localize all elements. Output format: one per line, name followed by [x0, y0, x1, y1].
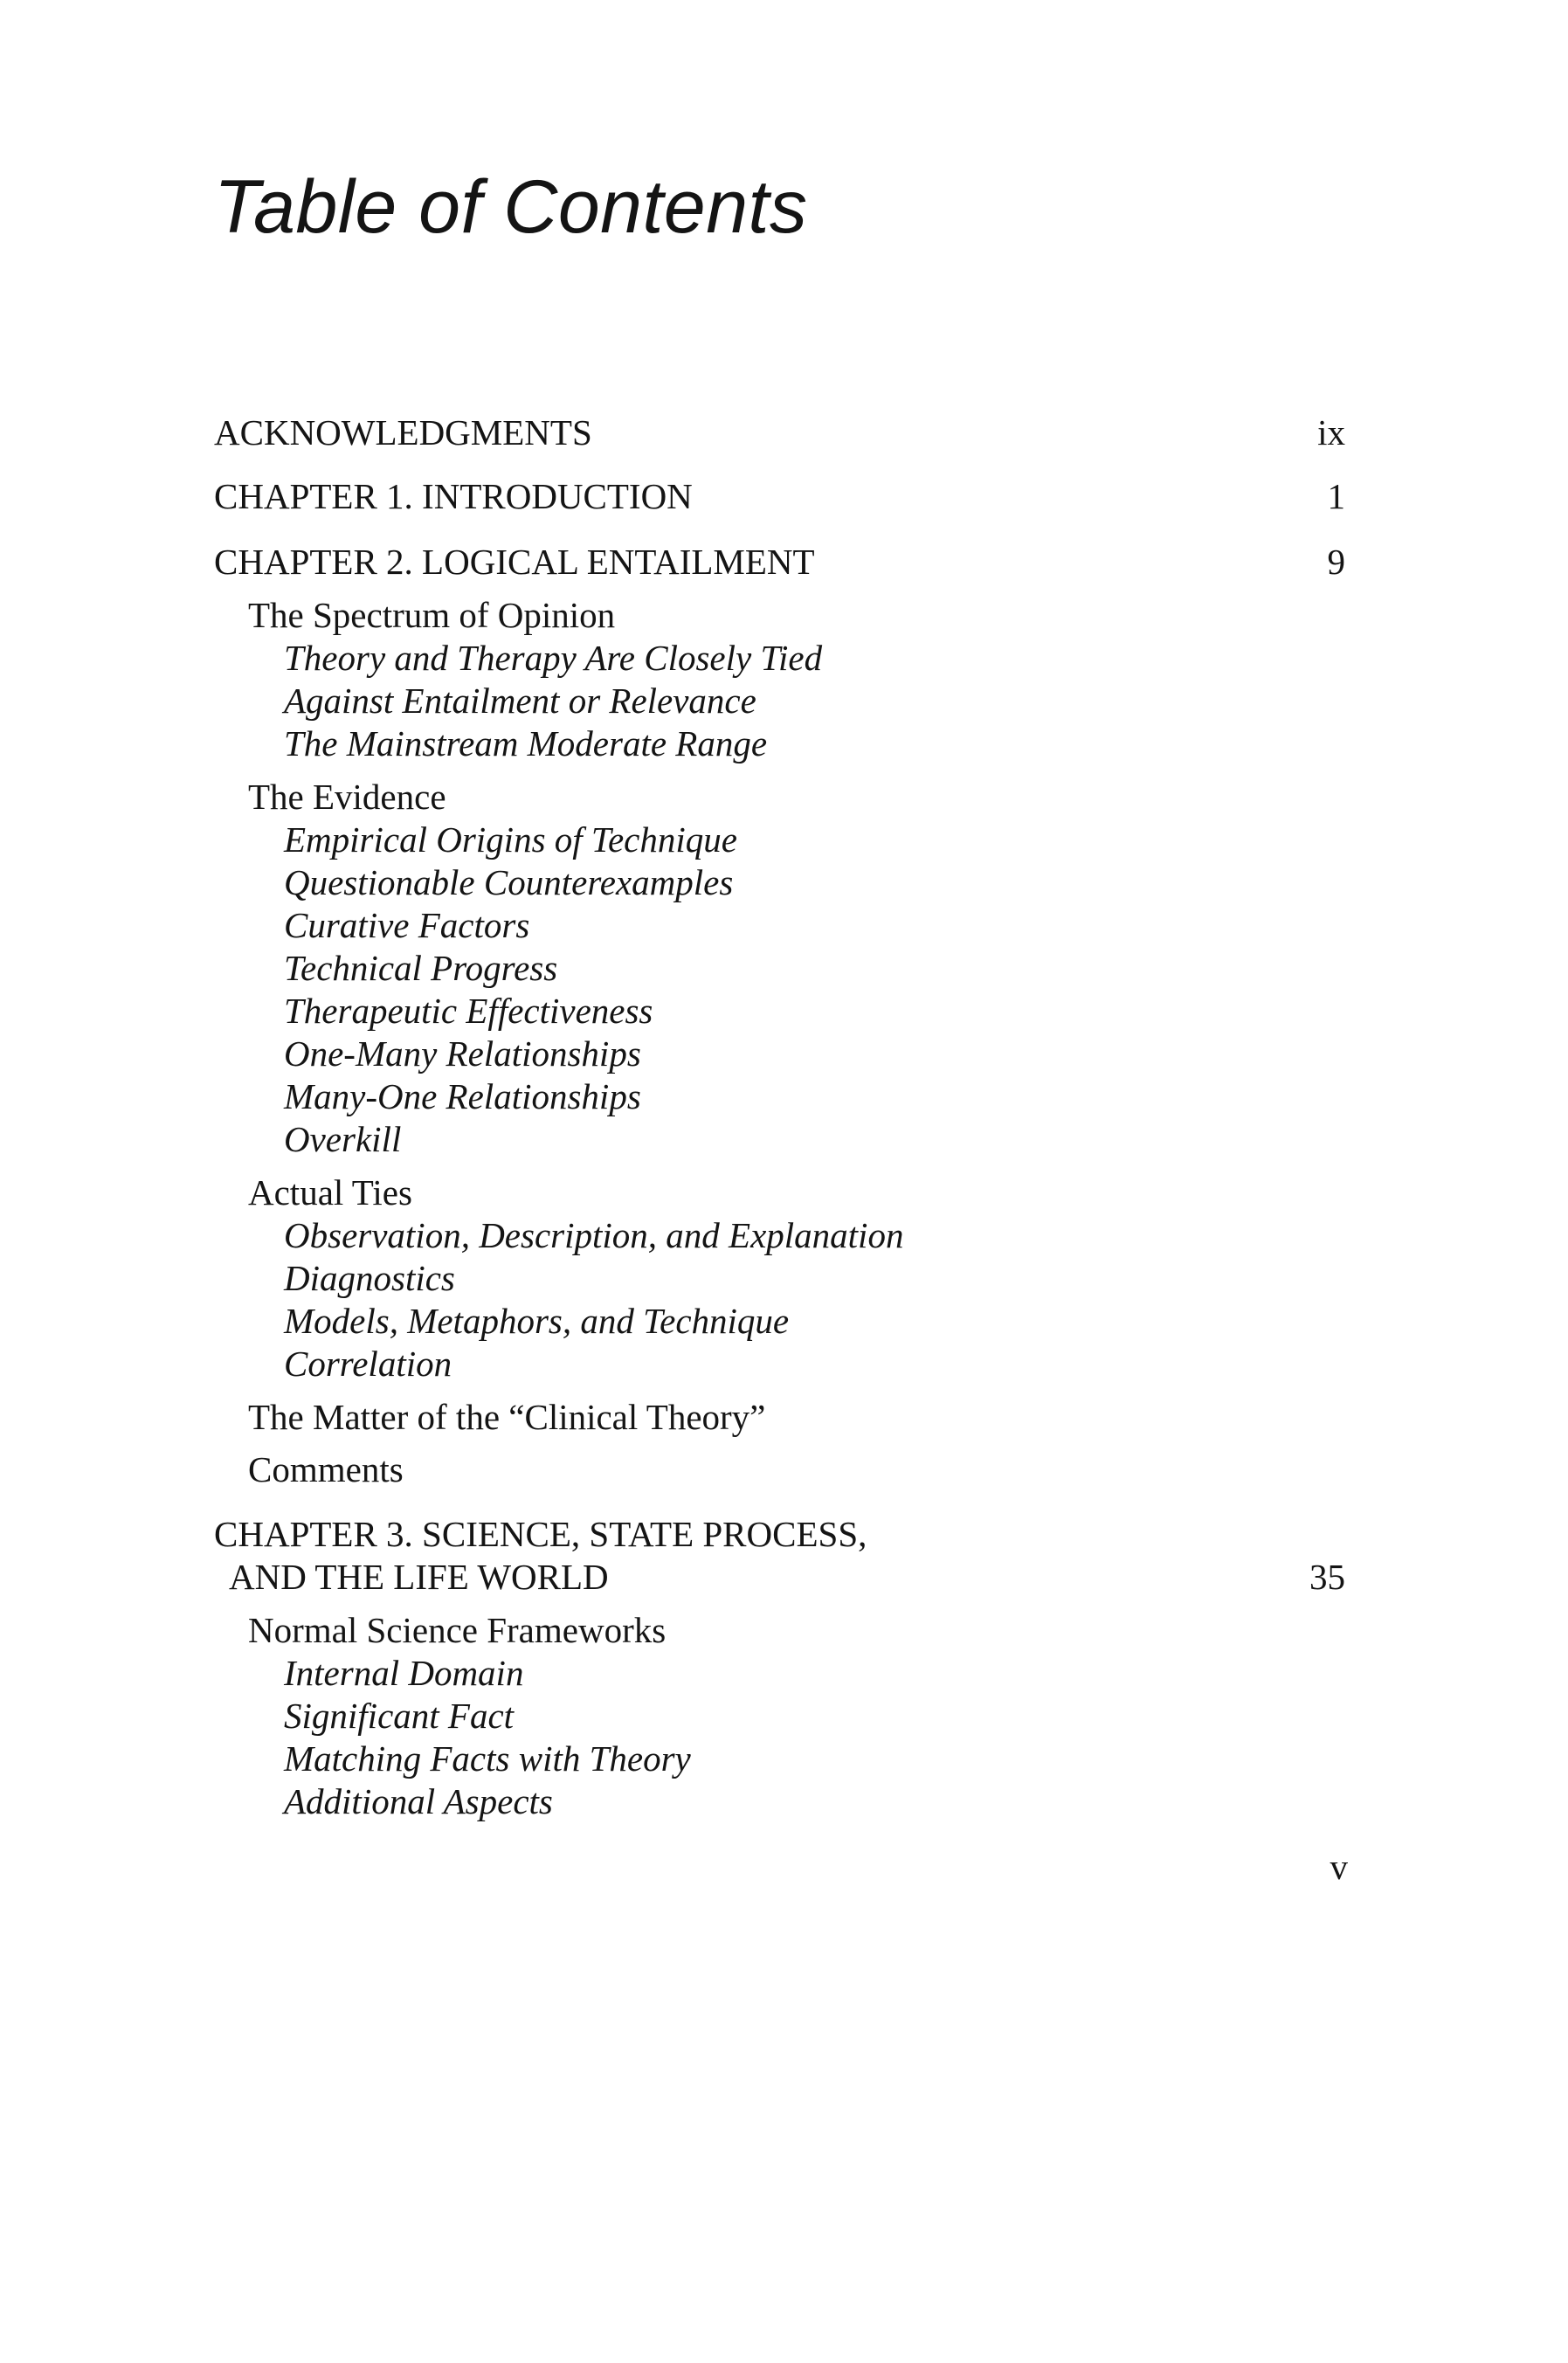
- toc-subsection[interactable]: Correlation: [284, 1344, 452, 1384]
- toc-subsection[interactable]: Models, Metaphors, and Technique: [284, 1301, 790, 1341]
- toc-subsection[interactable]: Internal Domain: [284, 1653, 524, 1693]
- toc-section[interactable]: Comments: [248, 1449, 404, 1489]
- toc-subsection[interactable]: Overkill: [284, 1119, 402, 1159]
- toc-entry-chapter-3-continued[interactable]: AND THE LIFE WORLD: [229, 1557, 609, 1597]
- page-number-chapter-3: 35: [1309, 1557, 1345, 1597]
- page-title: Table of Contents: [214, 165, 808, 249]
- toc-subsection[interactable]: Observation, Description, and Explanation: [284, 1215, 904, 1255]
- toc-subsection[interactable]: Significant Fact: [284, 1696, 515, 1736]
- toc-section[interactable]: Normal Science Frameworks: [248, 1610, 667, 1650]
- toc-subsection[interactable]: One-Many Relationships: [284, 1033, 641, 1074]
- toc-subsection[interactable]: Theory and Therapy Are Closely Tied: [284, 638, 823, 678]
- page-number-chapter-1: 1: [1327, 476, 1345, 516]
- toc-section[interactable]: Actual Ties: [248, 1172, 412, 1213]
- toc-section[interactable]: The Evidence: [248, 777, 446, 817]
- toc-subsection[interactable]: Questionable Counterexamples: [284, 862, 734, 902]
- toc-subsection[interactable]: Empirical Origins of Technique: [284, 819, 737, 860]
- toc-section[interactable]: The Matter of the “Clinical Theory”: [248, 1397, 766, 1437]
- toc-subsection[interactable]: Technical Progress: [284, 948, 558, 988]
- page-number-chapter-2: 9: [1327, 542, 1345, 582]
- toc-subsection[interactable]: Curative Factors: [284, 905, 530, 945]
- toc-subsection[interactable]: Diagnostics: [284, 1258, 455, 1298]
- page-folio: v: [1330, 1847, 1348, 1887]
- toc-entry-chapter-1[interactable]: CHAPTER 1. INTRODUCTION: [214, 476, 693, 516]
- toc-subsection[interactable]: The Mainstream Moderate Range: [284, 723, 768, 763]
- toc-subsection[interactable]: Therapeutic Effectiveness: [284, 991, 653, 1031]
- toc-subsection[interactable]: Additional Aspects: [284, 1781, 553, 1821]
- toc-entry-chapter-3[interactable]: CHAPTER 3. SCIENCE, STATE PROCESS,: [214, 1514, 867, 1554]
- toc-entry-chapter-2[interactable]: CHAPTER 2. LOGICAL ENTAILMENT: [214, 542, 815, 582]
- toc-subsection[interactable]: Many-One Relationships: [284, 1076, 641, 1116]
- toc-subsection[interactable]: Matching Facts with Theory: [284, 1738, 691, 1779]
- toc-section[interactable]: The Spectrum of Opinion: [248, 595, 616, 635]
- toc-subsection[interactable]: Against Entailment or Relevance: [284, 681, 756, 721]
- toc-entry-acknowledgments[interactable]: ACKNOWLEDGMENTS: [214, 412, 592, 453]
- page-number-acknowledgments: ix: [1317, 412, 1345, 453]
